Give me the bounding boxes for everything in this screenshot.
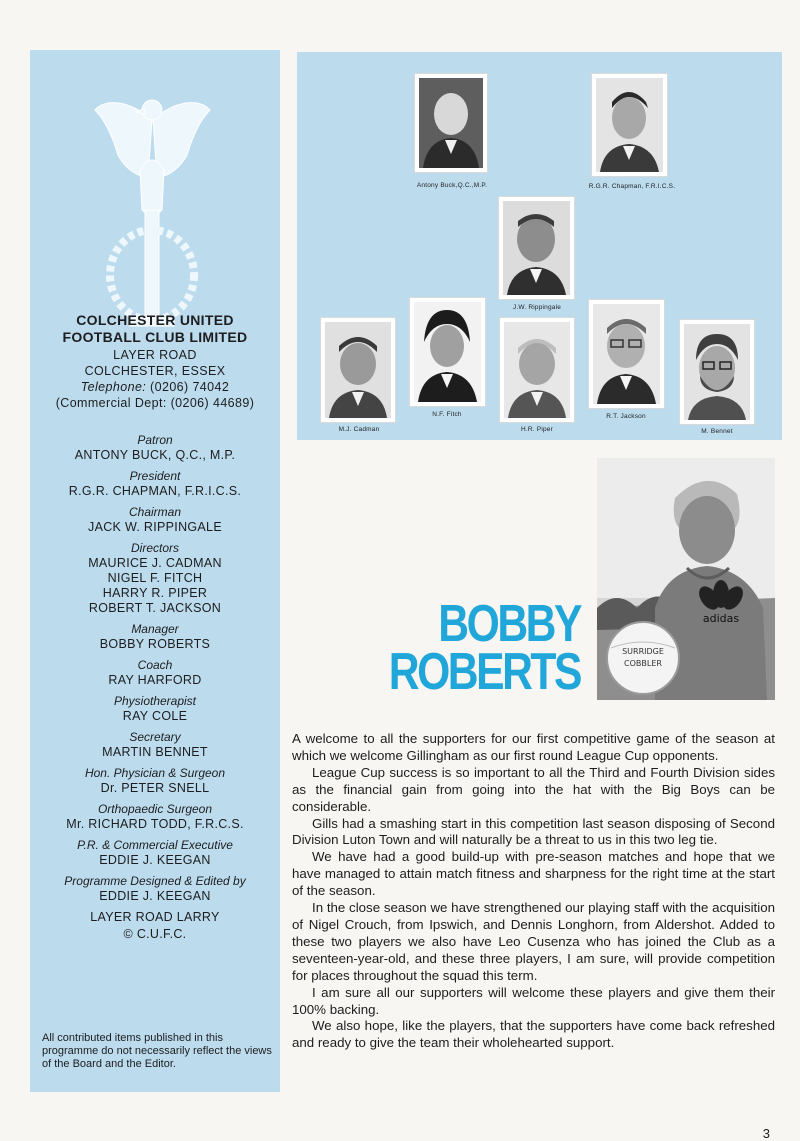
photo-fitch [410, 298, 485, 406]
article-paragraph: A welcome to all the supporters for our first competitive game of the season at which we welcome Gillingham as our first round League Cup opponents. [292, 731, 775, 763]
photo-bobby-roberts [597, 458, 775, 700]
article-paragraph: We also hope, like the players, that the supporters have come back refreshed and ready to give the team their wholehearted support. [292, 1018, 775, 1051]
caption-rippingale: J.W. Rippingale [512, 304, 562, 311]
caption-jackson: R.T. Jackson [606, 413, 646, 420]
club-address: LAYER ROAD COLCHESTER, ESSEX Telephone: (0206) 74042 (Commercial Dept: (0206) 44689) [30, 347, 280, 411]
photo-chapman [592, 74, 667, 176]
caption-cadman: M.J. Cadman [338, 426, 380, 433]
photo-antony-buck [415, 74, 487, 172]
club-name: COLCHESTER UNITED FOOTBALL CLUB LIMITED [62, 312, 248, 345]
mascot-name: LAYER ROAD LARRY [90, 910, 220, 924]
article-paragraph: We have had a good build-up with pre-season matches and hope that we have managed to attain match fitness and sharpness for the right time at the start of the season. [292, 849, 775, 899]
board-photos-panel [297, 52, 782, 440]
ball-text-2: COBBLER [624, 659, 662, 668]
article-paragraph: League Cup success is so important to all the Third and Fourth Division sides as the financial gain from going into the hat with the Big Boys can be considerable. [292, 764, 775, 814]
caption-piper: H.R. Piper [521, 426, 553, 433]
club-officials-panel [30, 50, 280, 1092]
shirt-brand-text: adidas [702, 612, 740, 625]
copyright: © C.U.F.C. [123, 927, 187, 941]
commercial-dept-phone: (Commercial Dept: (0206) 44689) [55, 396, 255, 410]
caption-fitch: N.F. Fitch [432, 411, 462, 418]
disclaimer: All contributed items published in this programme do not necessarily reflect the views of the Board and the Editor. [42, 1032, 272, 1070]
headline: BOBBY ROBERTS [388, 595, 580, 701]
photo-cadman [321, 318, 395, 422]
caption-bennet: M. Bennet [701, 428, 733, 435]
caption-buck: Antony Buck,Q.C.,M.P. [416, 182, 488, 189]
photo-rippingale [499, 197, 574, 299]
manager-article [292, 731, 775, 1052]
telephone-number: (0206) 74042 [150, 380, 230, 394]
article-paragraph: In the close season we have strengthened our playing staff with the acquisition of Nigel Crouch, from Ipswich, and Dennis Longhorn, from Aldershot. Added to these two players we also have Leo Cusenza who has joined the Club as a seventeen-year-old, and these three players, I am sure, will provide competition for places throughout the squad this term. [292, 900, 775, 983]
photo-piper [500, 318, 574, 422]
caption-chapman: R.G.R. Chapman, F.R.I.C.S. [588, 183, 676, 190]
article-paragraph: Gills had a smashing start in this competition last season disposing of Second Division Luton Town and will naturally be a threat to us in this two leg tie. [292, 815, 775, 848]
ball-text-1: SURRIDGE [622, 647, 664, 656]
officials-list: Patron ANTONY BUCK, Q.C., M.P. President R.G.R. CHAPMAN, F.R.I.C.S. Chairman JACK W. RIPPINGALE Directors MAURICE J. CADMAN NIGEL F. FITCH HARRY R. PIPER ROBERT T. JACKSON Manager BOBBY ROBERTS Coach RAY HARFORD Physiotherapist RAY COLE Secretary MARTIN BENNET Hon. Physician & Surgeon Dr. PETER SNELL Orthopaedic Surgeon Mr. RICHARD TODD, F.R.C.S. P.R. & Commercial Executive EDDIE J. KEEGAN Programme Designed & Edited by EDDIE J. KEEGAN LAYER ROAD LARRY © C.U.F.C. [30, 433, 280, 942]
photo-jackson [589, 300, 664, 408]
page-number: 3 [762, 1126, 770, 1141]
telephone-label: Telephone: [80, 380, 147, 394]
photo-bennet [680, 320, 754, 424]
article-paragraph: I am sure all our supporters will welcome these players and give them their 100% backing. [292, 984, 775, 1017]
eagle-crest-emblem [90, 80, 215, 335]
